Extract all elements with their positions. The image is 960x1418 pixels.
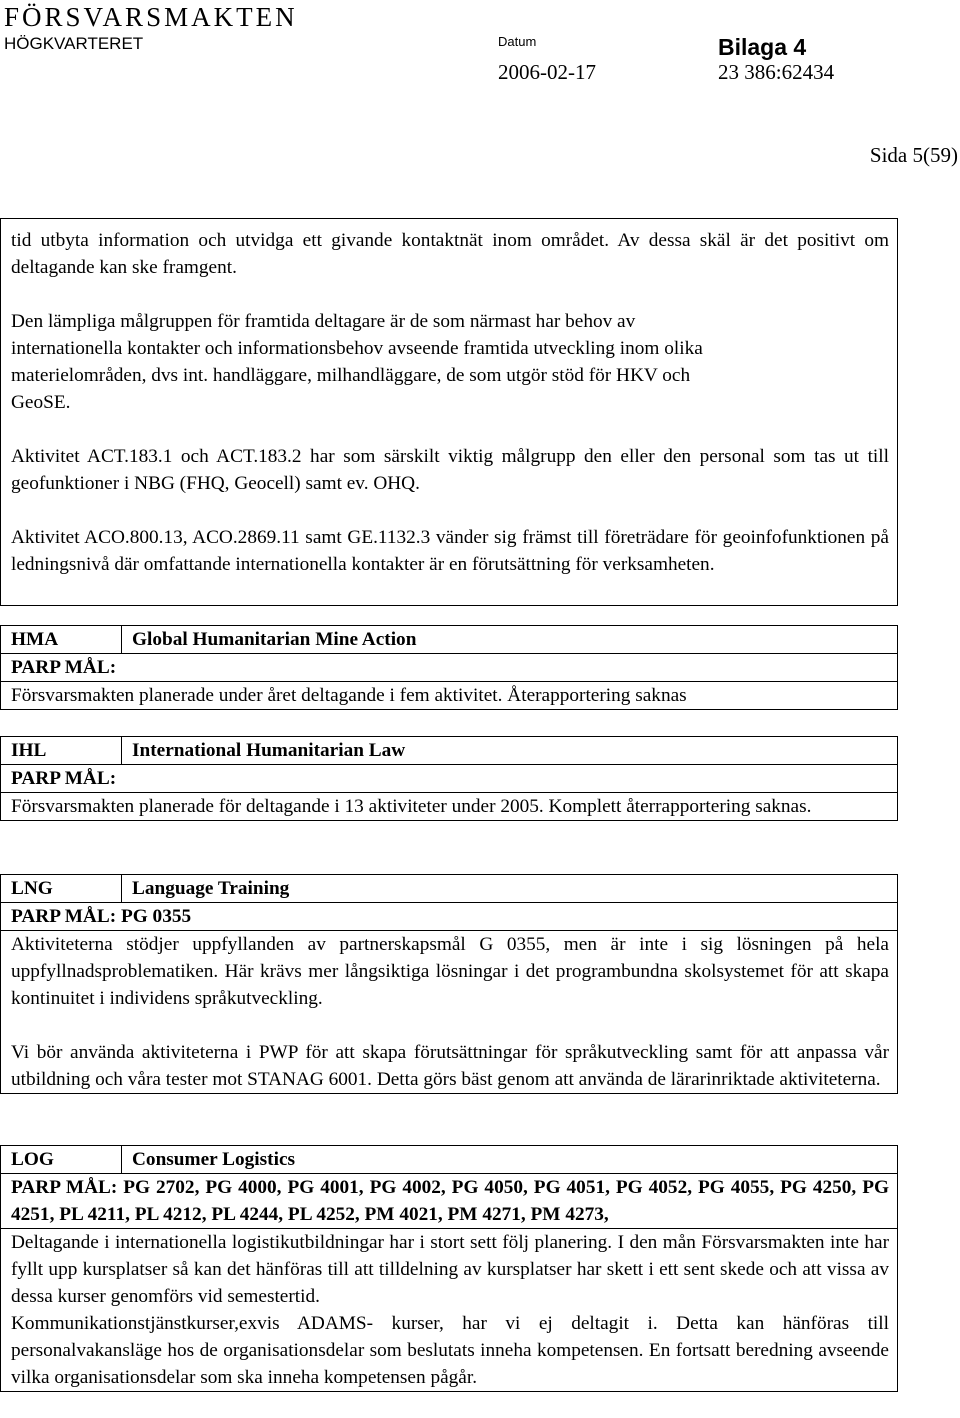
section-body xyxy=(1,1229,898,1392)
section-log xyxy=(0,1145,898,1392)
intro-paragraph-1: tid utbyta information och utvidga ett givande kontaktnät inom området. Av dessa skäl är det positivt om deltagande kan ske framgent. xyxy=(11,230,889,278)
intro-box xyxy=(0,218,898,606)
parp-goals: PARP MÅL: xyxy=(1,654,898,682)
intro-paragraph-2: Den lämpliga målgruppen för framtida deltagare är de som närmast har behov av internationella kontakter och informationsbehov avseende framtida utveckling inom olika materielområden, dvs int. handläggare, milhandläggare, de som utgör stöd för HKV och GeoSE. xyxy=(11,311,703,413)
appendix-label: Bilaga 4 xyxy=(718,34,807,60)
section-code: HMA xyxy=(1,626,122,654)
section-title: International Humanitarian Law xyxy=(122,737,898,765)
section-code: LOG xyxy=(1,1146,122,1174)
section-paragraph-2: Vi bör använda aktiviteterna i PWP för att skapa förutsättningar för språkutveckling samt för att anpassa vår utbildning och våra tester mot STANAG 6001. Detta görs bäst genom att använda de lärarinriktade aktiviteterna. xyxy=(11,1042,889,1090)
section-code: IHL xyxy=(1,737,122,765)
date-label: Datum xyxy=(498,34,537,49)
org-name: FÖRSVARSMAKTEN xyxy=(4,2,298,32)
section-lng xyxy=(0,874,898,1094)
intro-paragraph-4: Aktivitet ACO.800.13, ACO.2869.11 samt GE.1132.3 vänder sig främst till företrädare för geoinfofunktionen på ledningsnivå där omfattande internationella kontakter är en förutsättning för verksamheten. xyxy=(11,527,889,575)
section-hma xyxy=(0,625,898,710)
parp-goals: PARP MÅL: PG 2702, PG 4000, PG 4001, PG 4002, PG 4050, PG 4051, PG 4052, PG 4055, PG 4250, PG 4251, PL 4211, PL 4212, PL 4244, PL 4252, PM 4021, PM 4271, PM 4273, xyxy=(1,1174,898,1229)
section-text: Försvarsmakten planerade för deltagande i 13 aktiviteter under 2005. Komplett återrapportering saknas. xyxy=(1,793,898,821)
section-title: Consumer Logistics xyxy=(122,1146,898,1174)
section-paragraph-2: Kommunikationstjänstkurser,exvis ADAMS- kurser, har vi ej deltagit i. Detta kan hänföras till personalvakansläge hos de organisationsdelar som beslutats inneha kompetensen. En fortsatt beredning avseende vilka organisationsdelar som ska inneha kompetensen pågår. xyxy=(11,1313,889,1388)
section-title: Global Humanitarian Mine Action xyxy=(122,626,898,654)
section-paragraph-1: Aktiviteterna stödjer uppfyllanden av partnerskapsmål G 0355, men är inte i sig lösningen på hela uppfyllnadsproblematiken. Här krävs mer långsiktiga lösningar i det programbundna skolsystemet för att skapa kontinuitet i individens språkutveckling. xyxy=(11,934,889,1009)
parp-goals: PARP MÅL: xyxy=(1,765,898,793)
page-number: Sida 5(59) xyxy=(869,143,958,167)
document-date: 2006-02-17 xyxy=(498,60,596,84)
section-body xyxy=(1,931,898,1094)
reference-number: 23 386:62434 xyxy=(718,60,835,84)
section-text: Försvarsmakten planerade under året deltagande i fem aktivitet. Återapportering saknas xyxy=(1,682,898,710)
section-title: Language Training xyxy=(122,875,898,903)
org-unit: HÖGKVARTERET xyxy=(4,34,144,53)
section-paragraph-1: Deltagande i internationella logistikutbildningar har i stort sett följ planering. I den mån Försvarsmakten inte har fyllt upp kursplatser så kan det hänföras till att tilldelning av kursplatser har skett i ett sent skede och att vissa av dessa kurser genomförs vid semestertid. xyxy=(11,1232,889,1307)
intro-paragraph-3: Aktivitet ACT.183.1 och ACT.183.2 har som särskilt viktig målgrupp den eller den personal som tas ut till geofunktioner i NBG (FHQ, Geocell) samt ev. OHQ. xyxy=(11,446,889,494)
intro-cell xyxy=(1,219,898,606)
section-code: LNG xyxy=(1,875,122,903)
section-ihl xyxy=(0,736,898,821)
parp-goals: PARP MÅL: PG 0355 xyxy=(1,903,898,931)
